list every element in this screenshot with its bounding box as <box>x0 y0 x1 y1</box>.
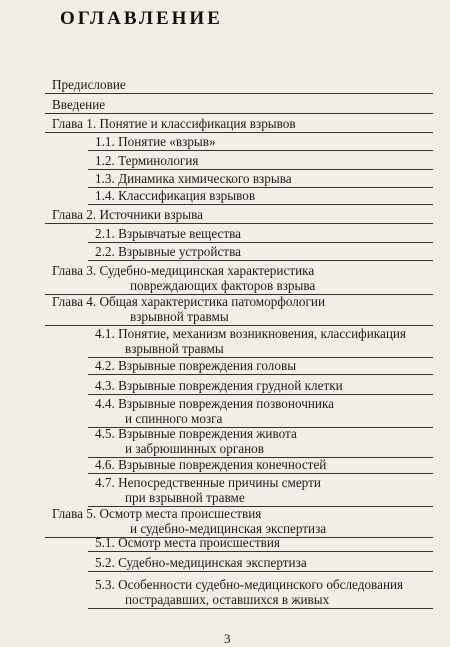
toc-entry-text: 5.2. Судебно-медицинская экспертиза <box>95 555 307 570</box>
toc-entry-text: 4.7. Непосредственные причины смерти <box>95 475 321 490</box>
toc-entry-text: 4.6. Взрывные повреждения конечностей <box>95 457 327 472</box>
toc-entry-text: и спинного мозга <box>125 411 223 426</box>
toc-entry-text: взрывной травмы <box>125 341 224 356</box>
separator-rule <box>88 551 433 552</box>
page-number: 3 <box>224 631 231 646</box>
toc-entry-text: при взрывной травме <box>125 490 245 505</box>
separator-rule <box>88 394 433 395</box>
separator-rule <box>88 608 433 609</box>
toc-entry-text: 2.2. Взрывные устройства <box>95 244 241 259</box>
toc-entry-text: 2.1. Взрывчатые вещества <box>95 226 242 241</box>
toc-entry-text: 1.3. Динамика химического взрыва <box>95 171 292 186</box>
toc-entry-text: 1.1. Понятие «взрыв» <box>95 134 216 149</box>
separator-rule <box>88 571 433 572</box>
toc-entry-text: взрывной травмы <box>130 309 229 324</box>
toc-entry-text: и забрюшинных органов <box>125 441 264 456</box>
toc-entry-text: пострадавших, оставшихся в живых <box>125 592 330 607</box>
toc-entry-text: 5.3. Особенности судебно-медицинского обследования <box>95 577 404 592</box>
separator-rule <box>88 260 433 261</box>
toc-entry-text: Глава 2. Источники взрыва <box>52 207 203 222</box>
toc-entry-text: 4.5. Взрывные повреждения живота <box>95 426 297 441</box>
separator-rule <box>88 242 433 243</box>
toc-entry-text: Глава 3. Судебно-медицинская характеристика <box>52 263 315 278</box>
separator-rule <box>45 93 433 94</box>
toc-entry-text: Глава 1. Понятие и классификация взрывов <box>52 116 296 131</box>
page-title: ОГЛАВЛЕНИЕ <box>60 8 223 29</box>
separator-rule <box>88 473 433 474</box>
toc-entry-text: 4.2. Взрывные повреждения головы <box>95 358 297 373</box>
separator-rule <box>88 204 433 205</box>
toc-entry-text: Введение <box>52 97 106 112</box>
separator-rule <box>45 223 433 224</box>
separator-rule <box>45 113 433 114</box>
toc-entry-text: 4.3. Взрывные повреждения грудной клетки <box>95 378 343 393</box>
separator-rule <box>88 150 433 151</box>
toc-entry-text: 4.4. Взрывные повреждения позвоночника <box>95 396 335 411</box>
separator-rule <box>88 374 433 375</box>
toc-entry-text: повреждающих факторов взрыва <box>130 278 316 293</box>
toc-entry-text: Предисловие <box>52 77 126 92</box>
toc-entry-text: 5.1. Осмотр места происшествия <box>95 535 280 550</box>
toc-entry-text: 1.4. Классификация взрывов <box>95 188 256 203</box>
toc-entry-text: 4.1. Понятие, механизм возникновения, классификация <box>95 326 407 341</box>
toc-entry-text: 1.2. Терминология <box>95 153 199 168</box>
toc-entry-text: и судебно-медицинская экспертиза <box>130 521 327 536</box>
toc-entry-text: Глава 4. Общая характеристика патоморфологии <box>52 294 326 309</box>
separator-rule <box>45 132 433 133</box>
toc-entry-text: Глава 5. Осмотр места происшествия <box>52 506 262 521</box>
separator-rule <box>88 169 433 170</box>
